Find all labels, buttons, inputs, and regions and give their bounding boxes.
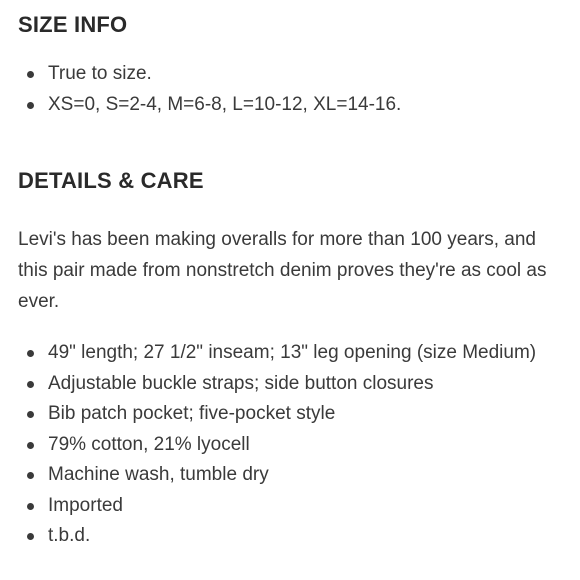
bullet-icon — [27, 472, 34, 479]
list-item — [18, 460, 566, 491]
size-info-list — [18, 59, 566, 120]
list-item-text: Imported — [48, 494, 123, 516]
list-item — [18, 430, 566, 461]
list-item — [18, 59, 566, 90]
list-item — [18, 491, 566, 522]
list-item — [18, 521, 566, 552]
list-item — [18, 399, 566, 430]
size-info-heading: SIZE INFO — [18, 12, 128, 37]
list-item-text: XS=0, S=2-4, M=6-8, L=10-12, XL=14-16. — [48, 93, 402, 115]
list-item-text: 79% cotton, 21% lyocell — [48, 433, 250, 455]
list-item-text: Adjustable buckle straps; side button closures — [48, 372, 434, 394]
list-item-text: 49" length; 27 1/2" inseam; 13" leg opening (size Medium) — [48, 342, 537, 363]
bullet-icon — [27, 533, 34, 540]
bullet-icon — [27, 442, 34, 449]
bullet-icon — [27, 503, 34, 510]
list-item-text: Machine wash, tumble dry — [48, 464, 269, 485]
list-item — [18, 90, 566, 121]
list-item-text: t.b.d. — [48, 525, 91, 546]
product-description: Levi's has been making overalls for more than 100 years, and this pair made from nonstretch denim proves they're as cool as ever. — [18, 229, 547, 312]
bullet-icon — [27, 411, 34, 418]
details-care-heading: DETAILS & CARE — [18, 168, 204, 193]
bullet-icon — [27, 381, 34, 388]
list-item-text: True to size. — [48, 63, 152, 84]
list-item-text: Bib patch pocket; five-pocket style — [48, 403, 336, 424]
details-care-list — [18, 338, 566, 552]
bullet-icon — [27, 71, 34, 78]
list-item — [18, 338, 566, 369]
list-item — [18, 369, 566, 400]
bullet-icon — [27, 350, 34, 357]
bullet-icon — [27, 102, 34, 109]
